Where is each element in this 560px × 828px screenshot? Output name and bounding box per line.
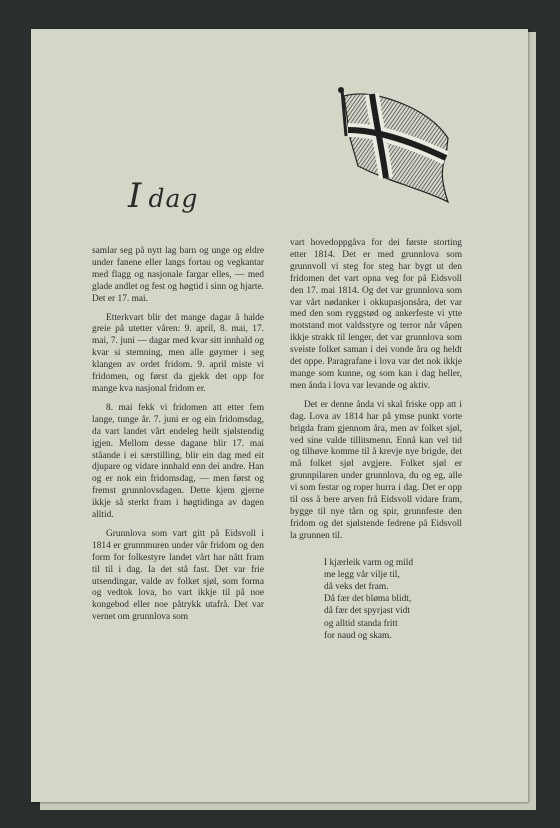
poem-line: me legg vår vilje til, (324, 569, 400, 580)
paragraph: 8. mai fekk vi fridomen att etter fem lange, tunge år. 7. juni er og ein fridomsdag, da vart landet vårt endeleg heilt sjølstendig igjen. Mellom desse dagane blir 17. mai ståande i ei særstilling, blir ein dag med eit djupare og vidare innhald enn dei andre. Han og er nok ein fridomsdag, — men først og fremst grunnlovsdagen. Dette kjem gjerne ikkje så sterkt fram i høgtidinga av dagen alltid. (92, 402, 264, 521)
norwegian-flag-icon (336, 86, 456, 208)
paragraph: vart hovedoppgåva for dei første storting etter 1814. Det er med grunnlova som grunnvoll vi steg for steg har bygt ut den fridomen det vart opna veg for på Eidsvoll den 17. mai 1814. Og det var grunnlova som var vårt nødanker i okkupasjonsåra, det var med den som ryggstød og ankerfeste vi ytte motstand mot valdsstyre og terror når våpen ikkje strakk til lenger, det var grunnlova som sveiste folket saman i dei vonde åra og heldt det oppe. Paragrafane i lova var det nok ikkje mange som kunne, og som kan i dag heller, men ånda i lova var levande og aktiv. (290, 238, 462, 391)
poem-line: for naud og skam. (324, 630, 392, 641)
poem-line: då fær det spyrjast vidt (324, 606, 410, 617)
poem-line: Då fær det bløma blidt, (324, 594, 412, 605)
paragraph: Etterkvart blir det mange dagar å halde greie på utetter våren: 9. april, 8. mai, 17. mai, 7. juni — dagar med kvar sitt innhald og kvar si stemning, men alle gøymer i seg klangen av ordet fridom. 9. april miste vi fridomen, og først da gjekk det opp for mange kva nasjonal fridom er. (92, 312, 264, 394)
left-column (92, 246, 264, 631)
poem-line: då veks det fram. (324, 582, 389, 593)
paragraph: Grunnlova som vart gitt på Eidsvoll i 1814 er grunnmuren under vår fridom og den form for folkestyre landet vårt har nått fram til til i dag. Ia det stå fast. Det var frie utsendingar, valde av folket sjøl, som forma og vedtok lova, ho vart ikkje til på noe kongebod eller noe påtrykk utafrå. Det var vernet om grunnlova som (92, 528, 264, 623)
heading-initial: I (128, 176, 143, 216)
poem-line: og alltid standa fritt (324, 618, 398, 629)
page-heading (128, 176, 198, 216)
paragraph: Det er denne ånda vi skal friske opp att i dag. Lova av 1814 har på ymse punkt vorte brigda fram gjennom åra, men av folket sjøl, ved sine valde tillitsmenn. Ennå kan vel tid og tilhøve komme til å krevje nye brigde, det må folket sjøl avgjere. Folket sjøl er grunnpilaren under grunnlova, du og eg, alle vi som festar og roper hurra i dag. Det er opp til oss å bere arven frå Eidsvoll vidare fram, bygge til nye tårn og spir, grunnfeste den fridom og det sjølstende fedrene på Eidsvoll la grunnen til. (290, 399, 462, 541)
poem (290, 557, 462, 642)
right-column (290, 238, 462, 642)
paragraph: samlar seg på nytt lag barn og unge og eldre under fanene eller langs fortau og vegkantar med flagg og nasjonale fargar elles, — med glade andlet og fest og høgtid i sinn og hjarte. Det er 17. mai. (92, 246, 264, 304)
heading-text: dag (148, 184, 199, 213)
poem-line: I kjærleik varm og mild (324, 557, 414, 568)
